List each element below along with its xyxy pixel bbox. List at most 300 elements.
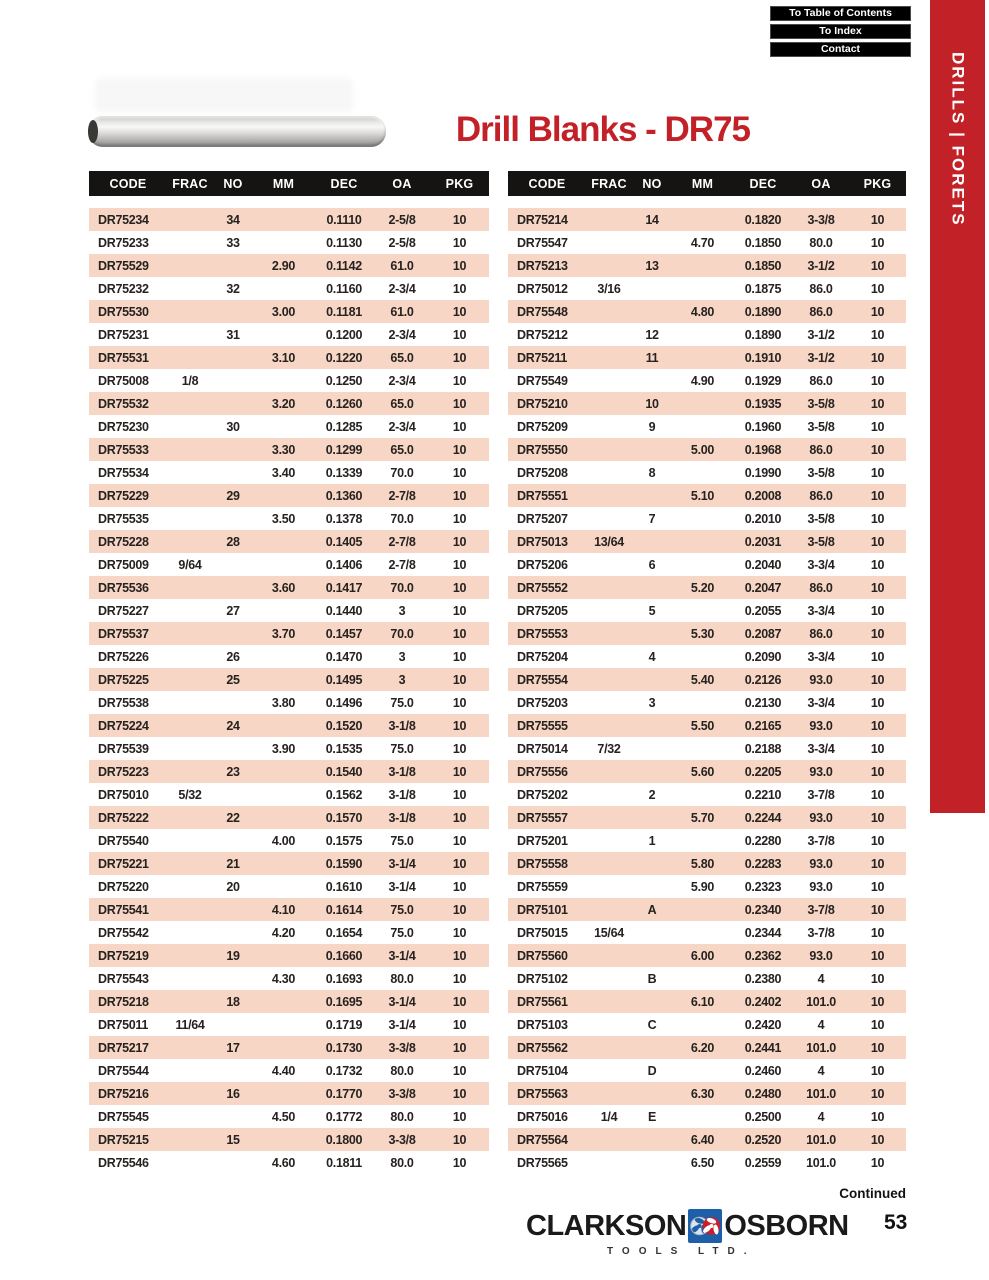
cell-oa: 4	[817, 1109, 825, 1124]
cell-oa: 2-5/8	[388, 212, 416, 227]
table-row	[89, 1059, 489, 1082]
cell-dec: 0.1520	[325, 718, 363, 733]
cell-dec: 0.1968	[744, 442, 782, 457]
cell-code: DR75207	[517, 511, 568, 526]
header-mm: MM	[272, 176, 295, 191]
cell-code: DR75544	[98, 1063, 149, 1078]
table-row	[508, 507, 906, 530]
cell-pkg: 10	[452, 281, 467, 296]
cell-oa: 2-7/8	[388, 557, 416, 572]
cell-pkg: 10	[870, 787, 885, 802]
cell-no: 10	[645, 396, 659, 411]
cell-dec: 0.1719	[325, 1017, 363, 1032]
table-row	[89, 1082, 489, 1105]
cell-code: DR75008	[98, 373, 149, 388]
cell-pkg: 10	[452, 580, 467, 595]
cell-no: 22	[226, 810, 240, 825]
cell-pkg: 10	[452, 373, 467, 388]
cell-pkg: 10	[452, 856, 467, 871]
cell-code: DR75212	[517, 327, 568, 342]
table-body	[508, 208, 906, 1174]
cell-pkg: 10	[870, 649, 885, 664]
page-title: Drill Blanks - DR75	[455, 110, 750, 149]
table-row	[508, 277, 906, 300]
table-row	[508, 668, 906, 691]
cell-oa: 86.0	[809, 373, 833, 388]
cell-pkg: 10	[452, 787, 467, 802]
cell-code: DR75532	[98, 396, 149, 411]
cell-code: DR75225	[98, 672, 149, 687]
table-row	[508, 438, 906, 461]
cell-dec: 0.1496	[325, 695, 363, 710]
table-row	[89, 1151, 489, 1174]
table-row	[508, 875, 906, 898]
cell-oa: 3-3/8	[807, 212, 835, 227]
cell-dec: 0.2244	[744, 810, 782, 825]
cell-code: DR75564	[517, 1132, 568, 1147]
cell-mm: 3.90	[271, 741, 296, 756]
cell-dec: 0.1910	[744, 350, 782, 365]
cell-dec: 0.2047	[744, 580, 782, 595]
table-row	[89, 1128, 489, 1151]
cell-oa: 3-7/8	[807, 787, 835, 802]
table-row	[508, 530, 906, 553]
cell-dec: 0.1299	[325, 442, 363, 457]
cell-mm: 5.60	[690, 764, 715, 779]
cell-code: DR75010	[98, 787, 149, 802]
cell-oa: 80.0	[390, 1155, 414, 1170]
cell-dec: 0.2205	[744, 764, 782, 779]
cell-dec: 0.2010	[744, 511, 782, 526]
cell-code: DR75562	[517, 1040, 568, 1055]
cell-dec: 0.2323	[744, 879, 782, 894]
table-row	[89, 645, 489, 668]
cell-pkg: 10	[870, 879, 885, 894]
cell-pkg: 10	[452, 534, 467, 549]
cell-code: DR75226	[98, 649, 149, 664]
cell-mm: 4.70	[690, 235, 715, 250]
cell-no: A	[647, 902, 657, 917]
cell-pkg: 10	[870, 235, 885, 250]
cell-mm: 3.10	[271, 350, 296, 365]
cell-pkg: 10	[452, 1040, 467, 1055]
cell-oa: 93.0	[809, 718, 833, 733]
cell-dec: 0.2362	[744, 948, 782, 963]
cell-no: D	[647, 1063, 657, 1078]
table-row	[508, 415, 906, 438]
cell-oa: 3-3/4	[807, 695, 835, 710]
cell-pkg: 10	[870, 557, 885, 572]
cell-dec: 0.1935	[744, 396, 782, 411]
cell-code: DR75101	[517, 902, 568, 917]
table-row	[508, 691, 906, 714]
cell-pkg: 10	[452, 672, 467, 687]
cell-oa: 2-3/4	[388, 419, 416, 434]
cell-oa: 80.0	[390, 971, 414, 986]
cell-dec: 0.1181	[326, 304, 362, 319]
cell-code: DR75202	[517, 787, 568, 802]
header-code: CODE	[109, 176, 147, 191]
cell-dec: 0.2380	[744, 971, 782, 986]
cell-pkg: 10	[870, 442, 885, 457]
cell-no: 18	[226, 994, 240, 1009]
cell-code: DR75015	[517, 925, 568, 940]
cell-oa: 2-7/8	[388, 534, 416, 549]
cell-dec: 0.1540	[325, 764, 363, 779]
cell-oa: 3-1/4	[388, 856, 416, 871]
table-row	[508, 967, 906, 990]
cell-code: DR75534	[98, 465, 149, 480]
cell-code: DR75565	[517, 1155, 568, 1170]
table-row	[508, 1059, 906, 1082]
cell-code: DR75219	[98, 948, 149, 963]
cell-oa: 3-1/2	[807, 350, 835, 365]
cell-pkg: 10	[452, 925, 467, 940]
cell-oa: 93.0	[809, 764, 833, 779]
cell-dec: 0.1535	[325, 741, 363, 756]
drill-blank-tip	[88, 120, 98, 143]
ghost-watermark	[95, 78, 353, 112]
cell-oa: 93.0	[809, 948, 833, 963]
cell-no: 25	[226, 672, 240, 687]
table-row	[508, 484, 906, 507]
cell-dec: 0.1285	[325, 419, 363, 434]
table-row	[89, 530, 489, 553]
cell-frac: 3/16	[597, 281, 621, 296]
table-row	[89, 921, 489, 944]
cell-code: DR75551	[517, 488, 568, 503]
cell-code: DR75203	[517, 695, 568, 710]
cell-no: 32	[226, 281, 240, 296]
cell-dec: 0.1200	[325, 327, 363, 342]
cell-pkg: 10	[452, 1063, 467, 1078]
cell-code: DR75232	[98, 281, 149, 296]
table-row	[508, 622, 906, 645]
cell-oa: 4	[817, 1017, 825, 1032]
cell-code: DR75233	[98, 235, 149, 250]
table-row	[89, 760, 489, 783]
cell-dec: 0.1130	[326, 235, 362, 250]
cell-oa: 80.0	[390, 1109, 414, 1124]
cell-dec: 0.1770	[325, 1086, 363, 1101]
cell-pkg: 10	[452, 695, 467, 710]
cell-oa: 3-1/4	[388, 1017, 416, 1032]
footer-logo	[526, 1209, 849, 1243]
cell-oa: 86.0	[809, 580, 833, 595]
cell-oa: 93.0	[809, 810, 833, 825]
table-row	[508, 254, 906, 277]
brand-osborn: OSBORN	[724, 1209, 849, 1242]
cell-oa: 3	[398, 649, 406, 664]
section-side-tab-label: DRILLS | FORETS	[948, 52, 968, 227]
cell-oa: 86.0	[809, 281, 833, 296]
cell-no: 13	[645, 258, 659, 273]
cell-pkg: 10	[870, 856, 885, 871]
cell-pkg: 10	[870, 764, 885, 779]
cell-code: DR75213	[517, 258, 568, 273]
cell-code: DR75210	[517, 396, 568, 411]
cell-code: DR75234	[98, 212, 149, 227]
cell-pkg: 10	[452, 626, 467, 641]
cell-oa: 3-7/8	[807, 902, 835, 917]
cell-dec: 0.1440	[325, 603, 363, 618]
table-row	[89, 277, 489, 300]
cell-dec: 0.1457	[325, 626, 363, 641]
cell-pkg: 10	[870, 419, 885, 434]
table-row	[508, 369, 906, 392]
cell-pkg: 10	[452, 557, 467, 572]
cell-mm: 6.40	[690, 1132, 715, 1147]
table-row	[89, 553, 489, 576]
cell-dec: 0.1960	[744, 419, 782, 434]
cell-pkg: 10	[452, 1155, 467, 1170]
cell-no: B	[647, 971, 657, 986]
cell-dec: 0.1695	[325, 994, 363, 1009]
cell-dec: 0.1890	[744, 327, 782, 342]
cell-dec: 0.1570	[325, 810, 363, 825]
cell-dec: 0.1562	[325, 787, 363, 802]
cell-no: E	[647, 1109, 657, 1124]
table-row	[89, 852, 489, 875]
cell-pkg: 10	[870, 994, 885, 1009]
cell-no: 16	[226, 1086, 240, 1101]
cell-no: 21	[226, 856, 240, 871]
cell-oa: 101.0	[806, 1155, 836, 1170]
cell-dec: 0.2280	[744, 833, 782, 848]
cell-mm: 5.20	[690, 580, 715, 595]
header-frac: FRAC	[591, 176, 627, 191]
cell-no: 6	[648, 557, 656, 572]
table-row	[89, 944, 489, 967]
cell-dec: 0.1575	[325, 833, 363, 848]
cell-code: DR75230	[98, 419, 149, 434]
table-row	[89, 783, 489, 806]
cell-pkg: 10	[870, 695, 885, 710]
nav-contact-button[interactable]: Contact	[770, 42, 911, 57]
cell-no: 1	[648, 833, 656, 848]
cell-no: 14	[645, 212, 659, 227]
cell-pkg: 10	[870, 258, 885, 273]
cell-oa: 2-7/8	[388, 488, 416, 503]
cell-oa: 86.0	[809, 488, 833, 503]
cell-mm: 3.70	[271, 626, 296, 641]
continued-label: Continued	[839, 1186, 906, 1201]
cell-pkg: 10	[452, 718, 467, 733]
cell-dec: 0.1406	[325, 557, 363, 572]
cell-frac: 1/4	[600, 1109, 618, 1124]
cell-oa: 70.0	[390, 511, 414, 526]
table-row	[89, 990, 489, 1013]
table-row	[508, 300, 906, 323]
cell-pkg: 10	[452, 833, 467, 848]
cell-pkg: 10	[452, 258, 467, 273]
cell-dec: 0.2055	[744, 603, 782, 618]
header-pkg: PKG	[863, 176, 892, 191]
table-row	[89, 300, 489, 323]
cell-oa: 75.0	[390, 695, 414, 710]
cell-dec: 0.1142	[326, 258, 362, 273]
cell-no: 15	[226, 1132, 240, 1147]
cell-oa: 3-3/4	[807, 649, 835, 664]
cell-dec: 0.1470	[325, 649, 363, 664]
cell-oa: 70.0	[390, 626, 414, 641]
table-header	[89, 171, 489, 196]
section-side-tab[interactable]	[930, 0, 985, 813]
cell-dec: 0.2480	[744, 1086, 782, 1101]
cell-oa: 75.0	[390, 902, 414, 917]
cell-dec: 0.2460	[744, 1063, 782, 1078]
table-row	[508, 921, 906, 944]
cell-code: DR75206	[517, 557, 568, 572]
cell-pkg: 10	[452, 902, 467, 917]
cell-code: DR75550	[517, 442, 568, 457]
cell-code: DR75224	[98, 718, 149, 733]
header-dec: DEC	[330, 176, 358, 191]
cell-mm: 4.80	[690, 304, 715, 319]
table-row	[508, 829, 906, 852]
cell-code: DR75227	[98, 603, 149, 618]
header-oa: OA	[392, 176, 412, 191]
cell-oa: 3-5/8	[807, 465, 835, 480]
cell-mm: 3.50	[271, 511, 296, 526]
cell-dec: 0.1875	[744, 281, 782, 296]
cell-oa: 86.0	[809, 304, 833, 319]
cell-no: 26	[226, 649, 240, 664]
table-row	[89, 622, 489, 645]
table-row	[508, 783, 906, 806]
cell-oa: 3-5/8	[807, 534, 835, 549]
cell-no: 19	[226, 948, 240, 963]
cell-oa: 3-1/2	[807, 327, 835, 342]
cell-oa: 65.0	[390, 442, 414, 457]
cell-dec: 0.2126	[744, 672, 782, 687]
cell-frac: 5/32	[178, 787, 202, 802]
cell-oa: 86.0	[809, 626, 833, 641]
cell-code: DR75216	[98, 1086, 149, 1101]
table-row	[89, 737, 489, 760]
cell-dec: 0.2040	[744, 557, 782, 572]
table-row	[89, 461, 489, 484]
cell-code: DR75536	[98, 580, 149, 595]
cell-no: 2	[648, 787, 656, 802]
table-row	[508, 806, 906, 829]
cell-dec: 0.2130	[744, 695, 782, 710]
cell-no: 20	[226, 879, 240, 894]
cell-pkg: 10	[870, 373, 885, 388]
cell-pkg: 10	[870, 327, 885, 342]
cell-dec: 0.1250	[325, 373, 363, 388]
table-row	[89, 668, 489, 691]
table-row	[508, 392, 906, 415]
table-row	[89, 231, 489, 254]
cell-pkg: 10	[452, 327, 467, 342]
cell-code: DR75542	[98, 925, 149, 940]
cell-dec: 0.1850	[744, 258, 782, 273]
cell-oa: 75.0	[390, 925, 414, 940]
cell-no: 7	[648, 511, 656, 526]
nav-to-index-button[interactable]: To Index	[770, 24, 911, 39]
cell-pkg: 10	[452, 810, 467, 825]
cell-code: DR75555	[517, 718, 568, 733]
cell-code: DR75559	[517, 879, 568, 894]
nav-button-stack	[770, 6, 911, 60]
cell-oa: 3	[398, 672, 406, 687]
table-row	[508, 990, 906, 1013]
cell-oa: 80.0	[809, 235, 833, 250]
cell-pkg: 10	[870, 1040, 885, 1055]
cell-dec: 0.2008	[744, 488, 782, 503]
cell-mm: 4.00	[271, 833, 296, 848]
header-pkg: PKG	[445, 176, 474, 191]
cell-code: DR75228	[98, 534, 149, 549]
cell-mm: 4.10	[271, 902, 296, 917]
cell-mm: 5.90	[690, 879, 715, 894]
cell-code: DR75560	[517, 948, 568, 963]
cell-code: DR75539	[98, 741, 149, 756]
cell-code: DR75214	[517, 212, 568, 227]
cell-dec: 0.1693	[325, 971, 363, 986]
cell-mm: 5.30	[690, 626, 715, 641]
cell-pkg: 10	[452, 603, 467, 618]
cell-oa: 3-1/4	[388, 994, 416, 1009]
cell-mm: 4.20	[271, 925, 296, 940]
table-row	[508, 1082, 906, 1105]
cell-code: DR75104	[517, 1063, 568, 1078]
cell-pkg: 10	[452, 948, 467, 963]
cell-code: DR75215	[98, 1132, 149, 1147]
cell-dec: 0.2520	[744, 1132, 782, 1147]
cell-pkg: 10	[870, 1155, 885, 1170]
cell-oa: 101.0	[806, 1132, 836, 1147]
nav-to-table-of-contents-button[interactable]: To Table of Contents	[770, 6, 911, 21]
cell-no: 17	[226, 1040, 240, 1055]
table-row	[508, 1151, 906, 1174]
cell-dec: 0.2420	[744, 1017, 782, 1032]
cell-pkg: 10	[870, 626, 885, 641]
cell-pkg: 10	[870, 603, 885, 618]
cell-mm: 3.60	[271, 580, 296, 595]
brand-subtitle: TOOLS LTD.	[607, 1246, 756, 1257]
cell-oa: 3-1/4	[388, 879, 416, 894]
cell-dec: 0.1660	[325, 948, 363, 963]
table-row	[89, 576, 489, 599]
cell-dec: 0.2559	[744, 1155, 782, 1170]
table-row	[89, 1013, 489, 1036]
cell-dec: 0.1772	[325, 1109, 363, 1124]
cell-oa: 3-3/4	[807, 741, 835, 756]
cell-pkg: 10	[870, 810, 885, 825]
cell-oa: 3-7/8	[807, 833, 835, 848]
cell-code: DR75016	[517, 1109, 568, 1124]
cell-pkg: 10	[452, 304, 467, 319]
cell-pkg: 10	[452, 212, 467, 227]
clarkson-osborn-logo-icon	[688, 1209, 722, 1243]
cell-oa: 93.0	[809, 856, 833, 871]
cell-code: DR75208	[517, 465, 568, 480]
cell-dec: 0.1614	[325, 902, 363, 917]
cell-oa: 61.0	[390, 304, 414, 319]
cell-mm: 6.20	[690, 1040, 715, 1055]
table-row	[508, 1128, 906, 1151]
cell-mm: 4.40	[271, 1063, 296, 1078]
cell-pkg: 10	[452, 649, 467, 664]
cell-oa: 75.0	[390, 833, 414, 848]
table-row	[89, 415, 489, 438]
cell-dec: 0.1820	[744, 212, 782, 227]
table-row	[89, 254, 489, 277]
cell-pkg: 10	[870, 580, 885, 595]
cell-pkg: 10	[870, 672, 885, 687]
